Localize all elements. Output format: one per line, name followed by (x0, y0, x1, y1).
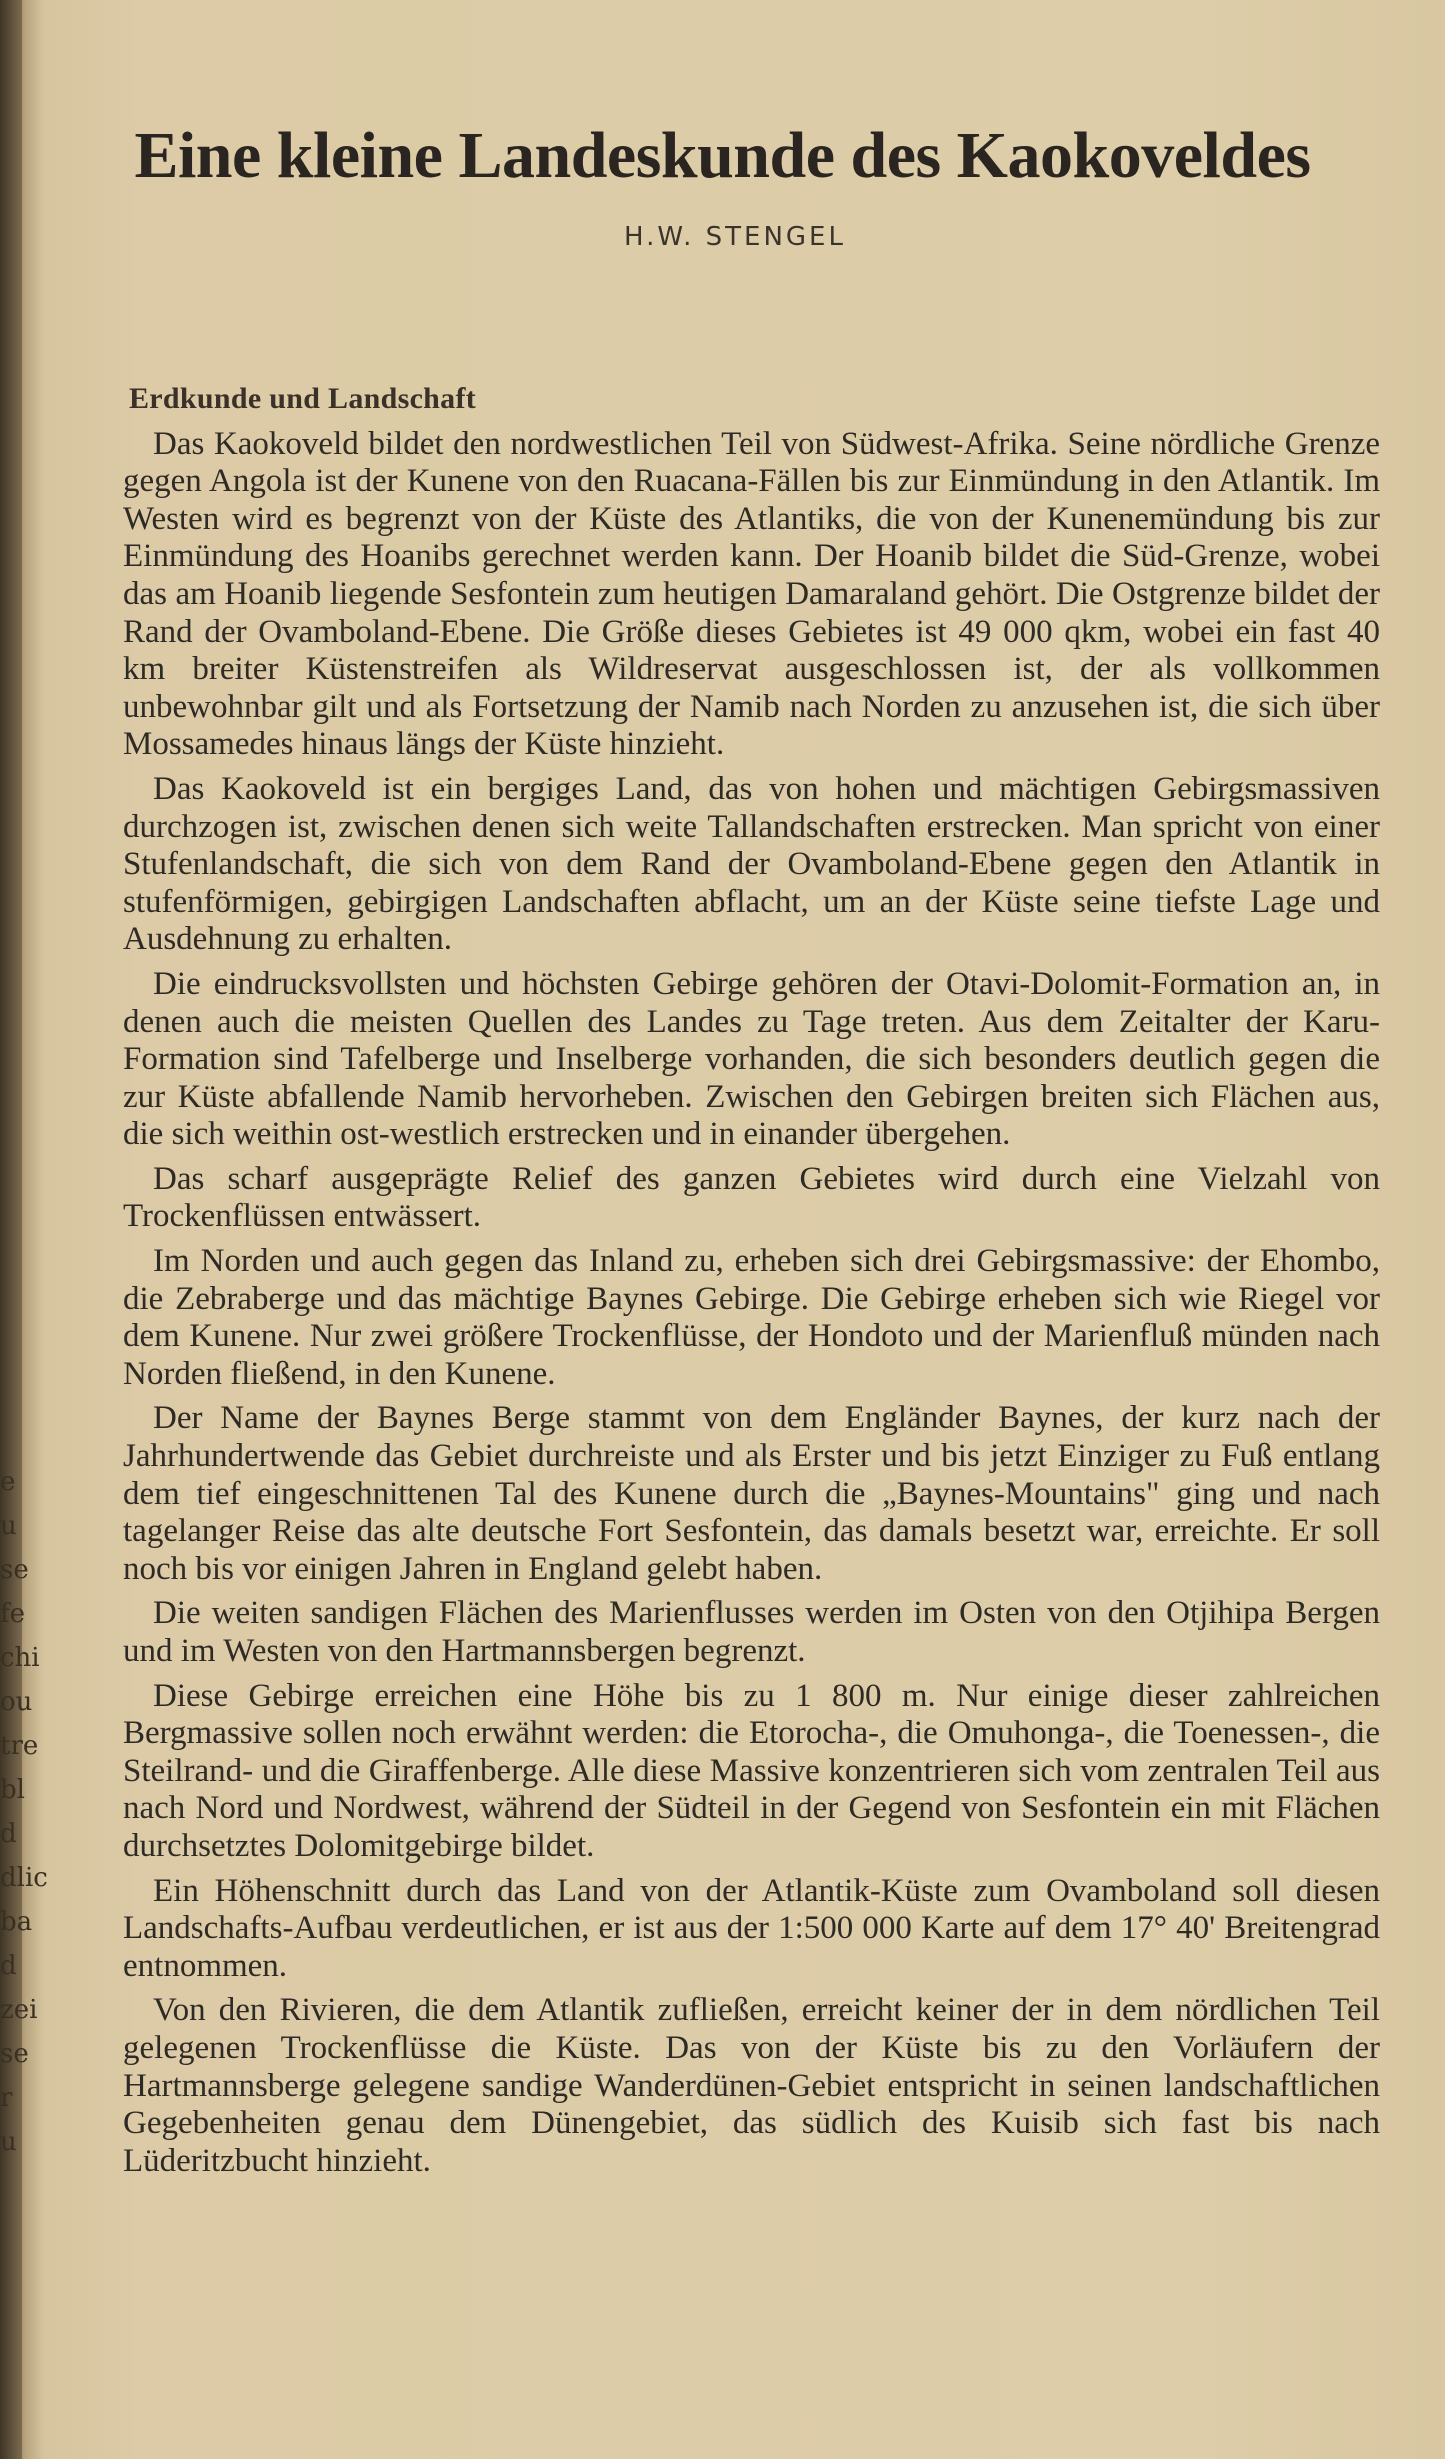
paragraph: Der Name der Baynes Berge stammt von dem Engländer Baynes, der kurz nach der Jahrhundertwende das Gebiet durchreiste und als Erster und bis jetzt Einziger zu Fuß entlang dem tief eingeschnittenen Tal des Kunene durch die „Baynes-Mountains" ging und nach tagelanger Reise das alte deutsche Fort Sesfontein, das damals besetzt war, erreichte. Er soll noch bis vor einigen Jahren in England gelebt haben. (123, 1400, 1380, 1587)
margin-fragment: d (0, 1819, 17, 1849)
margin-fragment: tre (0, 1731, 39, 1761)
margin-fragment: chi (0, 1643, 40, 1673)
paragraph: Diese Gebirge erreichen eine Höhe bis zu 1 800 m. Nur einige dieser zahlreichen Bergmassive sollen noch erwähnt werden: die Etorocha-, die Omuhonga-, die Toenessen-, die Steilrand- und die Giraffenberge. Alle diese Massive konzentrieren sich vom zentralen Teil aus nach Nord und Nordwest, während der Südteil in der Gegend von Sesfontein ein mit Flächen durchsetztes Dolomitgebirge bildet. (123, 1677, 1380, 1864)
margin-fragment: u (0, 2127, 17, 2157)
paragraph: Von den Rivieren, die dem Atlantik zufließen, erreicht keiner der in dem nördlichen Teil gelegenen Trockenflüsse die Küste. Das von der Küste bis zu den Vorläufern der Hartmannsberge gelegene sandige Wanderdünen-Gebiet entspricht in seinen landschaftlichen Gegebenheiten genau dem Dünengebiet, das südlich des Kuisib sich fast bis nach Lüderitzbucht hinzieht. (123, 1992, 1380, 2179)
margin-fragment: dlic (0, 1863, 48, 1893)
margin-fragment: zei (0, 1995, 38, 2025)
margin-fragment: e (0, 1467, 16, 1497)
section-heading: Erdkunde und Landschaft (129, 382, 477, 415)
paragraph: Ein Höhenschnitt durch das Land von der Atlantik-Küste zum Ovamboland soll diesen Landschafts-Aufbau verdeutlichen, er ist aus der 1:500 000 Karte auf dem 17° 40' Breitengrad entnommen. (123, 1872, 1380, 1984)
paragraph: Das Kaokoveld ist ein bergiges Land, das von hohen und mächtigen Gebirgsmassiven durchzogen ist, zwischen denen sich weite Tallandschaften erstrecken. Man spricht von einer Stufenlandschaft, die sich von dem Rand der Ovamboland-Ebene gegen den Atlantik in stufenförmigen, gebirgigen Landschaften abflacht, um an der Küste seine tiefste Lage und Ausdehnung zu erhalten. (123, 770, 1380, 958)
margin-fragment: se (0, 1555, 29, 1585)
article-title: Eine kleine Landeskunde des Kaokoveldes (134, 119, 1311, 192)
paragraph: Die weiten sandigen Flächen des Marienflusses werden im Osten von den Otjihipa Bergen und im Westen von den Hartmannsbergen begrenzt. (123, 1595, 1380, 1669)
paragraph: Die eindrucksvollsten und höchsten Gebirge gehören der Otavi-Dolomit-Formation an, in denen auch die meisten Quellen des Landes zu Tage treten. Aus dem Zeitalter der Karu-Formation sind Tafelberge und Inselberge vorhanden, die sich besonders deutlich gegen die zur Küste abfallende Namib hervorheben. Zwischen den Gebirgen breiten sich Flächen aus, die sich weithin ost-westlich erstrecken und in einander übergehen. (123, 965, 1380, 1153)
margin-fragment: u (0, 1511, 17, 1541)
adjacent-page-fragments (0, 1460, 48, 2164)
margin-fragment: ba (0, 1907, 33, 1937)
article-author: H.W. STENGEL (624, 222, 846, 252)
margin-fragment: d (0, 1951, 17, 1981)
paragraph: Das scharf ausgeprägte Relief des ganzen Gebietes wird durch eine Vielzahl von Trockenflüssen entwässert. (123, 1160, 1380, 1235)
margin-fragment: r (0, 2083, 13, 2113)
margin-fragment: fe (0, 1599, 26, 1629)
margin-fragment: bl (0, 1775, 25, 1805)
paragraph: Im Norden und auch gegen das Inland zu, erheben sich drei Gebirgsmassive: der Ehombo, die Zebraberge und das mächtige Baynes Gebirge. Die Gebirge erheben sich wie Riegel vor dem Kunene. Nur zwei größere Trockenflüsse, der Hondoto und der Marienfluß münden nach Norden fließend, in den Kunene. (123, 1243, 1380, 1392)
margin-fragment: ou (0, 1687, 33, 1717)
article-body (123, 380, 1380, 2187)
margin-fragment: se (0, 2039, 29, 2069)
paragraph: Das Kaokoveld bildet den nordwestlichen Teil von Südwest-Afrika. Seine nördliche Grenze gegen Angola ist der Kunene von den Ruacana-Fällen bis zur Einmündung in den Atlantik. Im Westen wird es begrenzt von der Küste des Atlantiks, die von der Kunenemündung bis zur Einmündung des Hoanibs gerechnet werden kann. Der Hoanib bildet die Süd-Grenze, wobei das am Hoanib liegende Sesfontein zum heutigen Damaraland gehört. Die Ostgrenze bildet der Rand der Ovamboland-Ebene. Die Größe dieses Gebietes ist 49 000 qkm, wobei ein fast 40 km breiter Küstenstreifen als Wildreservat ausgeschlossen ist, der als vollkommen unbewohnbar gilt und als Fortsetzung der Namib nach Norden zu anzusehen ist, die sich über Mossamedes hinaus längs der Küste hinzieht. (123, 425, 1380, 763)
